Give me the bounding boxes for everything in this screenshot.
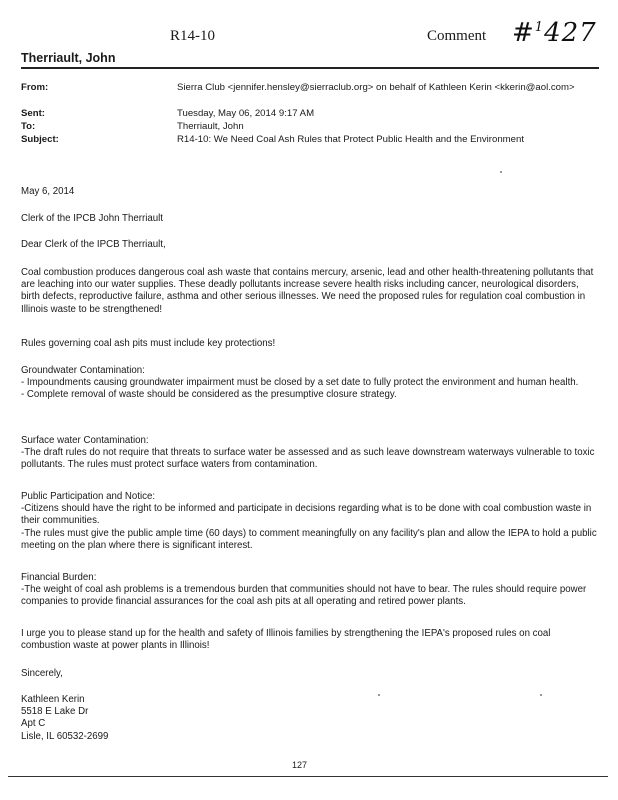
handwritten-comment-number — [512, 18, 597, 48]
section-heading: Financial Burden: — [21, 572, 97, 583]
header-from-value: Sierra Club <jennifer.hensley@sierraclub.org> on behalf of Kathleen Kerin <kkerin@aol.com> — [177, 82, 575, 93]
section-line: -The draft rules do not require that threats to surface water be assessed and as such leave downstream waterways vulnerable to toxic pollutants. The rules must protect surface waters from contamination. — [21, 447, 595, 471]
scan-speck — [500, 171, 502, 173]
docket-number: R14-10 — [170, 28, 215, 44]
handwritten-superscript: 1 — [534, 20, 545, 35]
page-number: 127 — [292, 760, 308, 770]
header-sent-value: Tuesday, May 06, 2014 9:17 AM — [177, 108, 315, 119]
handwritten-prefix: # — [512, 18, 535, 48]
letter-salutation: Dear Clerk of the IPCB Therriault, — [21, 239, 166, 250]
letter-signoff: Sincerely, — [21, 668, 63, 679]
protections-lead-in: Rules governing coal ash pits must include key protections! — [21, 338, 276, 349]
section-groundwater — [21, 365, 599, 402]
header-to-label: To: — [21, 121, 36, 132]
section-line: -The rules must give the public ample time (60 days) to comment meaningfully on any facility's plan and allow the IEPA to hold a public meeting on the plan where there is significant interest. — [21, 527, 597, 551]
section-line: - Impoundments causing groundwater impairment must be closed by a set date to fully protect the environment and human health. — [21, 377, 579, 389]
section-financial-burden — [21, 572, 599, 609]
section-surface-water — [21, 435, 599, 472]
section-line: -The weight of coal ash problems is a tremendous burden that communities should not have to bear. The rules should require power companies to provide financial assurances for the coal ash pits at all operating and retired power plants. — [21, 584, 587, 608]
letter-date: May 6, 2014 — [21, 186, 75, 197]
section-heading: Groundwater Contamination: — [21, 365, 145, 376]
footer-rule — [8, 776, 608, 777]
header-rule — [21, 67, 599, 69]
scan-speck — [540, 694, 542, 696]
intro-paragraph: Coal combustion produces dangerous coal ash waste that contains mercury, arsenic, lead and other health-threatening pollutants that are leaching into our water supplies. These deadly pollutants increase severe health risks including cancer, neurological disorders, birth defects, reproductive failure, asthma and other serious illnesses. We need the proposed rules for regulation coal combustion in Illinois waste to be strengthened! — [21, 267, 594, 315]
closing-paragraph: I urge you to please stand up for the health and safety of Illinois families by strengthening the IEPA's proposed rules on coal combustion waste at power plants in Illinois! — [21, 628, 551, 652]
email-addressee: Therriault, John — [21, 51, 116, 65]
handwritten-number: 427 — [544, 18, 597, 48]
signer-street: 5518 E Lake Dr — [21, 706, 89, 718]
signature-block — [21, 694, 599, 743]
signer-city: Lisle, IL 60532-2699 — [21, 730, 109, 742]
header-subject-label: Subject: — [21, 134, 59, 145]
signer-unit: Apt C — [21, 718, 46, 730]
header-sent-label: Sent: — [21, 108, 45, 119]
header-to-value: Therriault, John — [177, 121, 244, 132]
section-heading: Surface water Contamination: — [21, 435, 149, 446]
section-heading: Public Participation and Notice: — [21, 491, 156, 502]
header-subject-value: R14-10: We Need Coal Ash Rules that Protect Public Health and the Environment — [177, 134, 524, 145]
header-from-label: From: — [21, 82, 49, 93]
comment-label: Comment — [427, 28, 487, 44]
section-public-participation — [21, 491, 599, 552]
section-line: -Citizens should have the right to be informed and participate in decisions regarding what is to be done with coal combustion waste in their communities. — [21, 503, 592, 527]
section-line: - Complete removal of waste should be considered as the presumptive closure strategy. — [21, 389, 397, 401]
scan-speck — [378, 694, 380, 696]
signer-name: Kathleen Kerin — [21, 694, 85, 705]
letter-recipient: Clerk of the IPCB John Therriault — [21, 213, 163, 224]
